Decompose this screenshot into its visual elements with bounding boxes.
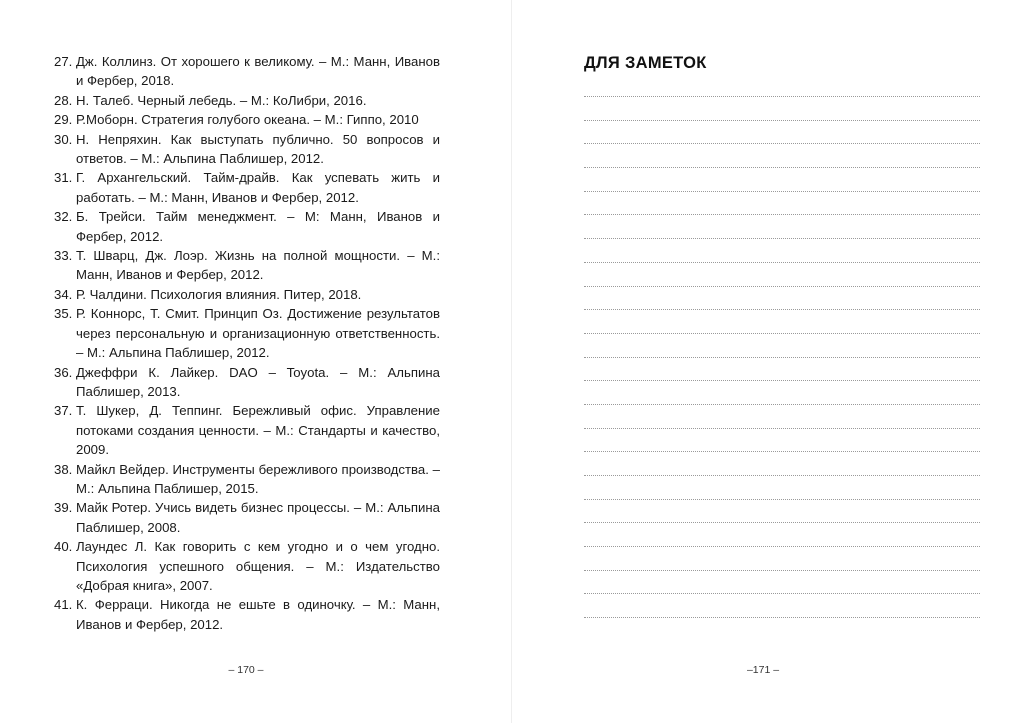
- reference-item: [54, 498, 440, 537]
- reference-text: Джеффри К. Лайкер. DAO – Toyota. – М.: Альпина Паблишер, 2013.: [76, 364, 440, 399]
- reference-text: Н. Непряхин. Как выступать публично. 50 вопросов и ответов. – М.: Альпина Паблишер, 2012.: [76, 131, 440, 167]
- note-line: [584, 593, 980, 594]
- note-line: [584, 96, 980, 97]
- reference-text: Майкл Вейдер. Инструменты бережливого производства. – М.: Альпина Паблишер, 2015.: [76, 461, 440, 496]
- reference-text: Н. Талеб. Черный лебедь. – М.: КоЛибри, 2016.: [76, 92, 367, 108]
- note-line: [584, 167, 980, 168]
- reference-number: 30.: [54, 131, 73, 147]
- page-number-right: –171 –: [746, 664, 780, 676]
- reference-text: Г. Архангельский. Тайм-драйв. Как успевать жить и работать. – М.: Манн, Иванов и Фербер, 2012.: [76, 170, 440, 205]
- note-line: [584, 522, 980, 523]
- reference-item: [54, 401, 440, 459]
- reference-number: 35.: [54, 306, 73, 322]
- reference-number: 32.: [54, 209, 73, 225]
- notes-title: ДЛЯ ЗАМЕТОК: [584, 54, 707, 72]
- reference-number: 28.: [54, 92, 73, 108]
- reference-number: 31.: [54, 170, 73, 186]
- reference-item: [54, 460, 440, 499]
- notes-lines: [584, 96, 980, 641]
- reference-text: Р.Моборн. Стратегия голубого океана. – М.: Гиппо, 2010: [76, 112, 419, 128]
- note-line: [584, 451, 980, 452]
- note-line: [584, 143, 980, 144]
- note-line: [584, 428, 980, 429]
- note-line: [584, 475, 980, 476]
- reference-item: [54, 52, 440, 91]
- reference-item: [54, 110, 440, 129]
- reference-text: Т. Шварц, Дж. Лоэр. Жизнь на полной мощности. – М.: Манн, Иванов и Фербер, 2012.: [76, 248, 440, 283]
- note-line: [584, 546, 980, 547]
- note-line: [584, 404, 980, 405]
- note-line: [584, 262, 980, 263]
- note-line: [584, 570, 980, 571]
- note-line: [584, 286, 980, 287]
- reference-text: Т. Шукер, Д. Теппинг. Бережливый офис. Управление потоками создания ценности. – М.: Стандарты и качество, 2009.: [76, 403, 440, 458]
- page-number-left: – 170 –: [228, 664, 264, 676]
- reference-list: [54, 52, 440, 634]
- reference-text: Дж. Коллинз. От хорошего к великому. – М.: Манн, Иванов и Фербер, 2018.: [76, 54, 440, 89]
- reference-text: Б. Трейси. Тайм менеджмент. – М: Манн, Иванов и Фербер, 2012.: [76, 209, 440, 244]
- reference-number: 36.: [54, 364, 73, 380]
- reference-number: 38.: [54, 461, 73, 477]
- reference-item: [54, 537, 440, 595]
- reference-number: 40.: [54, 539, 73, 555]
- note-line: [584, 357, 980, 358]
- note-line: [584, 499, 980, 500]
- note-line: [584, 380, 980, 381]
- reference-text: Лаундес Л. Как говорить с кем угодно и о чем угодно. Психология успешного общения. – М.: Издательство «Добрая книга», 2007.: [76, 539, 440, 593]
- reference-item: [54, 207, 440, 246]
- reference-number: 39.: [54, 500, 73, 516]
- reference-item: [54, 91, 440, 110]
- reference-text: Майк Ротер. Учись видеть бизнес процессы. – М.: Альпина Паблишер, 2008.: [76, 500, 440, 535]
- reference-text: Р. Коннорс, Т. Смит. Принцип Оз. Достижение результатов через персональную и организационную ответственность. – М.: Альпина Паблишер, 2012.: [76, 306, 440, 361]
- reference-item: [54, 595, 440, 634]
- reference-text: Р. Чалдини. Психология влияния. Питер, 2018.: [76, 286, 362, 302]
- note-line: [584, 238, 980, 239]
- reference-number: 27.: [54, 54, 73, 69]
- reference-number: 33.: [54, 248, 73, 264]
- reference-number: 34.: [54, 286, 73, 302]
- reference-item: [54, 168, 440, 207]
- reference-item: [54, 285, 440, 304]
- reference-item: [54, 130, 440, 169]
- note-line: [584, 309, 980, 310]
- note-line: [584, 191, 980, 192]
- reference-item: [54, 363, 440, 402]
- note-line: [584, 617, 980, 618]
- note-line: [584, 333, 980, 334]
- reference-text: К. Ферраци. Никогда не ешьте в одиночку. – М.: Манн, Иванов и Фербер, 2012.: [76, 597, 440, 632]
- reference-number: 29.: [54, 112, 73, 128]
- reference-number: 37.: [54, 403, 73, 419]
- note-line: [584, 120, 980, 121]
- reference-item: [54, 246, 440, 285]
- reference-item: [54, 304, 440, 362]
- note-line: [584, 214, 980, 215]
- right-page: [512, 0, 1024, 723]
- reference-number: 41.: [54, 597, 73, 613]
